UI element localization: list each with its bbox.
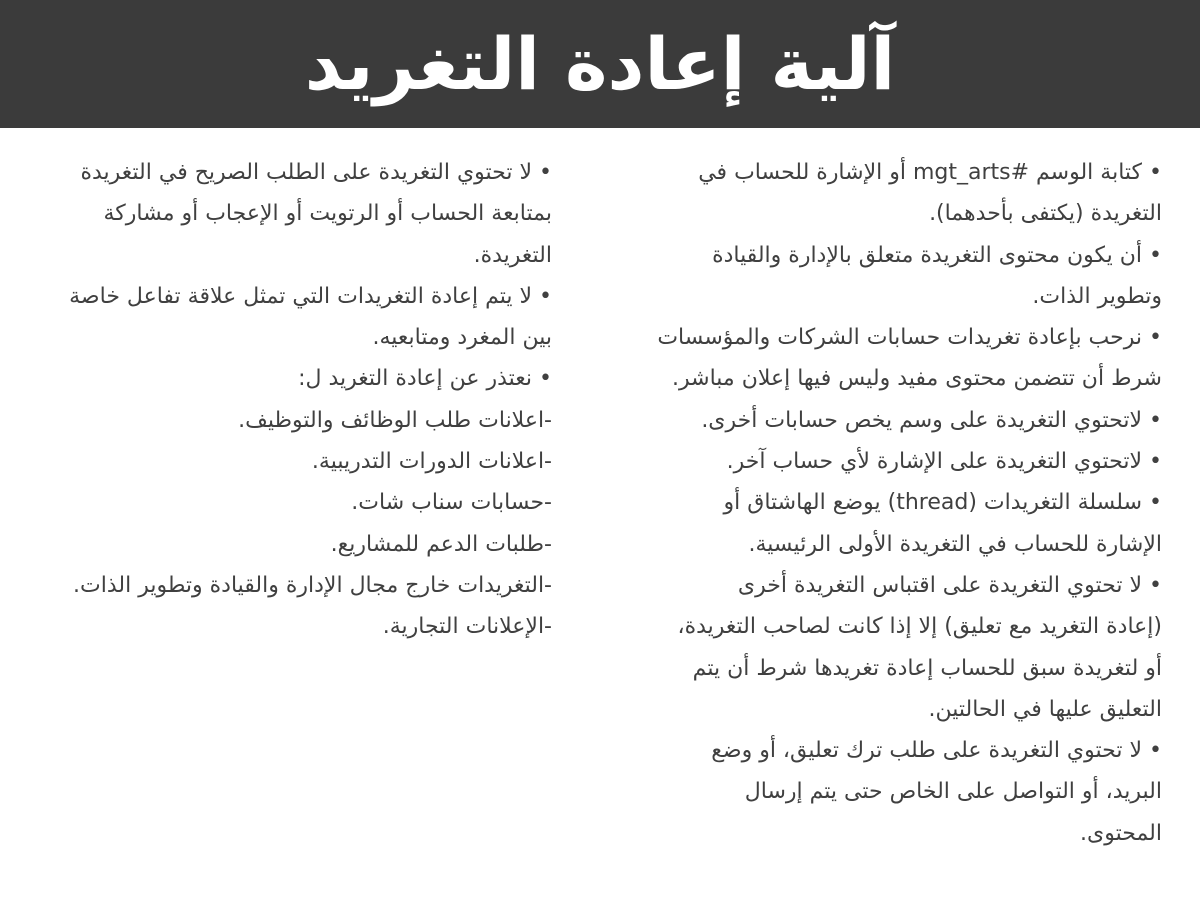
- rule-line: • نعتذر عن إعادة التغريد ل:: [298, 366, 552, 392]
- rule-line: أو لتغريدة سبق للحساب إعادة تغريدها شرط أن يتم: [692, 655, 1162, 681]
- rule-line: -الإعلانات التجارية.: [382, 614, 552, 640]
- rule-line: • سلسلة التغريدات (thread) يوضع الهاشتاق أو: [723, 490, 1162, 516]
- right-column-rules: [602, 152, 1162, 854]
- rule-line: -اعلانات الدورات التدريبية.: [311, 449, 552, 475]
- page-title: آلية إعادة التغريد: [304, 22, 896, 106]
- rule-line: (إعادة التغريد مع تعليق) إلا إذا كانت لصاحب التغريدة،: [677, 614, 1162, 640]
- rule-line: • لا يتم إعادة التغريدات التي تمثل علاقة تفاعل خاصة: [69, 283, 552, 309]
- header-banner: [0, 0, 1200, 128]
- rule-line: -حسابات سناب شات.: [351, 490, 552, 516]
- rule-line: بمتابعة الحساب أو الرتويت أو الإعجاب أو مشاركة: [103, 201, 552, 227]
- rule-line: وتطوير الذات.: [1032, 283, 1162, 309]
- rule-line: شرط أن تتضمن محتوى مفيد وليس فيها إعلان مباشر.: [672, 366, 1162, 392]
- rule-line: • لا تحتوي التغريدة على اقتباس التغريدة أخرى: [737, 572, 1162, 598]
- rule-line: • لا تحتوي التغريدة على طلب ترك تعليق، أو وضع: [711, 738, 1162, 764]
- rule-line: الإشارة للحساب في التغريدة الأولى الرئيسية.: [748, 531, 1162, 557]
- rule-line: بين المغرد ومتابعيه.: [372, 325, 552, 351]
- rule-line: التغريدة (يكتفى بأحدهما).: [929, 201, 1162, 227]
- rule-line: -التغريدات خارج مجال الإدارة والقيادة وتطوير الذات.: [73, 572, 552, 598]
- rule-line: التعليق عليها في الحالتين.: [928, 696, 1162, 722]
- rule-line: -طلبات الدعم للمشاريع.: [330, 531, 552, 557]
- rule-line: • لاتحتوي التغريدة على الإشارة لأي حساب آخر.: [726, 449, 1162, 475]
- rule-line: • أن يكون محتوى التغريدة متعلق بالإدارة والقيادة: [712, 242, 1162, 268]
- rule-line: • لاتحتوي التغريدة على وسم يخص حسابات أخرى.: [701, 407, 1162, 433]
- rule-line: المحتوى.: [1080, 820, 1162, 846]
- rule-line: • نرحب بإعادة تغريدات حسابات الشركات والمؤسسات: [657, 325, 1162, 351]
- left-column-rules: [12, 152, 552, 648]
- rule-line: التغريدة.: [473, 242, 552, 268]
- rule-line: • كتابة الوسم #mgt_arts أو الإشارة للحساب في: [698, 160, 1162, 185]
- rule-line: البريد، أو التواصل على الخاص حتى يتم إرسال: [744, 779, 1162, 805]
- rule-line: • لا تحتوي التغريدة على الطلب الصريح في التغريدة: [80, 160, 552, 185]
- rule-line: -اعلانات طلب الوظائف والتوظيف.: [238, 407, 552, 433]
